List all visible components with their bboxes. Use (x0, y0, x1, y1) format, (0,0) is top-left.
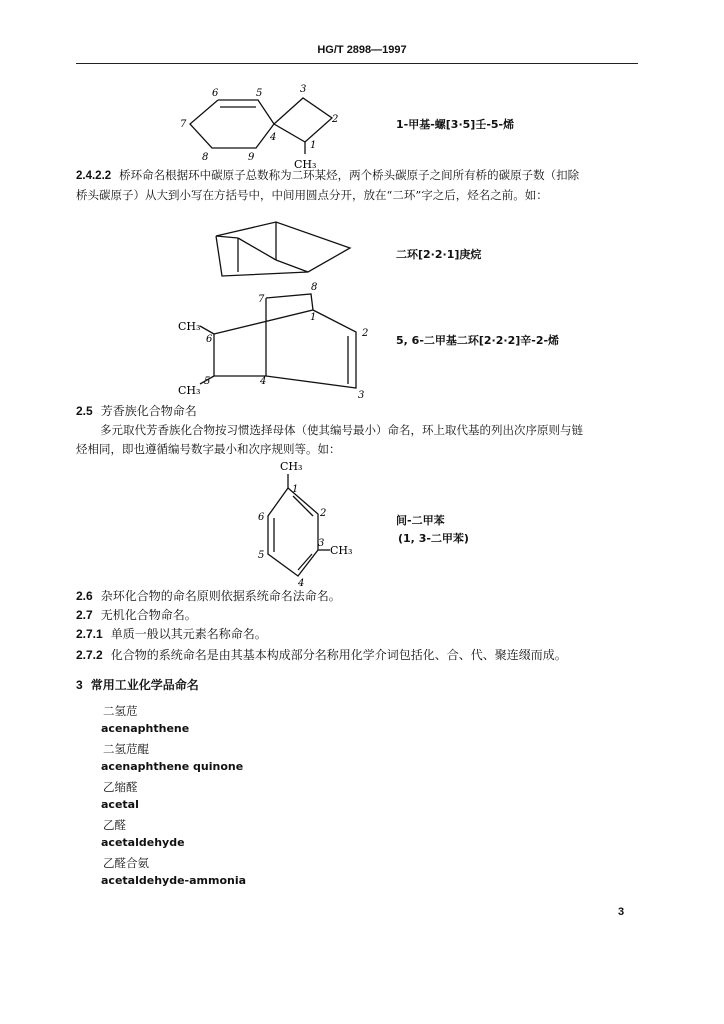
section-2-5-body (76, 421, 641, 459)
section-title: 芳香族化合物命名 (100, 404, 197, 418)
term-chinese: 二氢苊 (103, 704, 138, 718)
compound-alt-name-xylene: (1, 3-二甲苯) (398, 532, 469, 545)
methyl-label: CH₃ (178, 320, 201, 333)
section-2-7-2 (76, 646, 567, 663)
section-text-line2: 桥头碳原子）从大到小写在方括号中，中间用圆点分开，放在“二环”字之后，烃名之前。如： (76, 188, 548, 202)
header-rule (76, 63, 638, 64)
section-number: 2.5 (76, 404, 93, 418)
xylene-label: 4 (298, 578, 305, 588)
section-number: 2.7 (76, 608, 93, 622)
section-number: 2.4.2.2 (76, 170, 112, 182)
octene-label: 7 (258, 294, 265, 305)
section-title: 杂环化合物的命名原则依据系统命名法命名。 (100, 589, 341, 603)
term-chinese: 乙醛 (103, 818, 126, 832)
octene-label: 2 (362, 328, 369, 339)
compound-name-spiro: 1-甲基-螺[3·5]壬-5-烯 (396, 118, 515, 131)
term-chinese: 乙缩醛 (103, 780, 138, 794)
octene-label: 6 (206, 334, 213, 345)
section-2-4-2-2 (76, 166, 641, 205)
term-english: acenaphthene quinone (101, 760, 244, 773)
octene-label: 3 (358, 390, 365, 400)
spiro-label: 2 (332, 114, 339, 125)
section-title: 无机化合物命名。 (100, 608, 197, 622)
methyl-label: CH₃ (294, 158, 317, 171)
section-title: 常用工业化学品命名 (90, 678, 199, 692)
section-number: 2.7.1 (76, 627, 103, 641)
page-header: HG/T 2898—1997 (317, 44, 407, 56)
section-number: 3 (76, 678, 83, 692)
compound-name-bicycloheptane: 二环[2·2·1]庚烷 (396, 248, 482, 261)
term-chinese: 二氢苊醌 (103, 742, 149, 756)
compound-name-xylene: 间-二甲苯 (396, 514, 445, 527)
spiro-label: 3 (300, 84, 307, 95)
section-title: 化合物的系统命名是由其基本构成部分名称用化学介词包括化、合、代、聚连缀而成。 (110, 648, 567, 662)
xylene-label: 2 (320, 508, 327, 519)
section-text-line2: 烃相同，即也遵循编号数字最小和次序规则等。如： (76, 442, 341, 456)
term-english: acetal (101, 798, 139, 811)
term-english: acetaldehyde (101, 836, 185, 849)
methyl-label: CH₃ (178, 384, 201, 397)
section-2-7 (76, 606, 197, 623)
spiro-structure-diagram (170, 78, 370, 173)
xylene-label: 1 (292, 484, 299, 495)
section-2-5-heading (76, 402, 197, 419)
xylene-structure-diagram (250, 458, 370, 588)
section-3-heading (76, 676, 199, 693)
xylene-label: 5 (258, 550, 265, 561)
spiro-label: 1 (310, 140, 317, 151)
octene-label: 1 (310, 312, 317, 323)
xylene-label: 3 (318, 538, 325, 549)
spiro-label: 6 (212, 88, 219, 99)
section-2-6 (76, 587, 341, 604)
octene-label: 5 (204, 376, 211, 387)
octene-label: 4 (260, 376, 267, 387)
section-2-7-1 (76, 625, 267, 642)
section-text-line1: 桥环命名根据环中碳原子总数称为二环某烃，两个桥头碳原子之间所有桥的碳原子数（扣除 (119, 168, 580, 182)
term-english: acenaphthene (101, 722, 190, 735)
spiro-label: 7 (180, 119, 187, 130)
term-chinese: 乙醛合氨 (103, 856, 149, 870)
section-number: 2.7.2 (76, 648, 103, 662)
bicycloheptane-structure-diagram (210, 210, 370, 285)
bicyclooctene-structure-diagram (170, 280, 385, 400)
octene-label: 8 (311, 282, 318, 293)
spiro-label: 5 (256, 88, 263, 99)
term-english: acetaldehyde-ammonia (101, 874, 247, 887)
methyl-label: CH₃ (330, 544, 353, 557)
section-title: 单质一般以其元素名称命名。 (110, 627, 267, 641)
section-number: 2.6 (76, 589, 93, 603)
methyl-label: CH₃ (280, 460, 303, 473)
spiro-label: 9 (248, 152, 255, 163)
spiro-label: 8 (202, 152, 209, 163)
xylene-label: 6 (258, 512, 265, 523)
spiro-label: 4 (270, 132, 277, 143)
page-number: 3 (618, 906, 625, 918)
compound-name-bicyclooctene: 5, 6-二甲基二环[2·2·2]辛-2-烯 (396, 334, 560, 347)
section-text-line1: 多元取代芳香族化合物按习惯选择母体（使其编号最小）命名，环上取代基的列出次序原则与链 (100, 423, 583, 437)
